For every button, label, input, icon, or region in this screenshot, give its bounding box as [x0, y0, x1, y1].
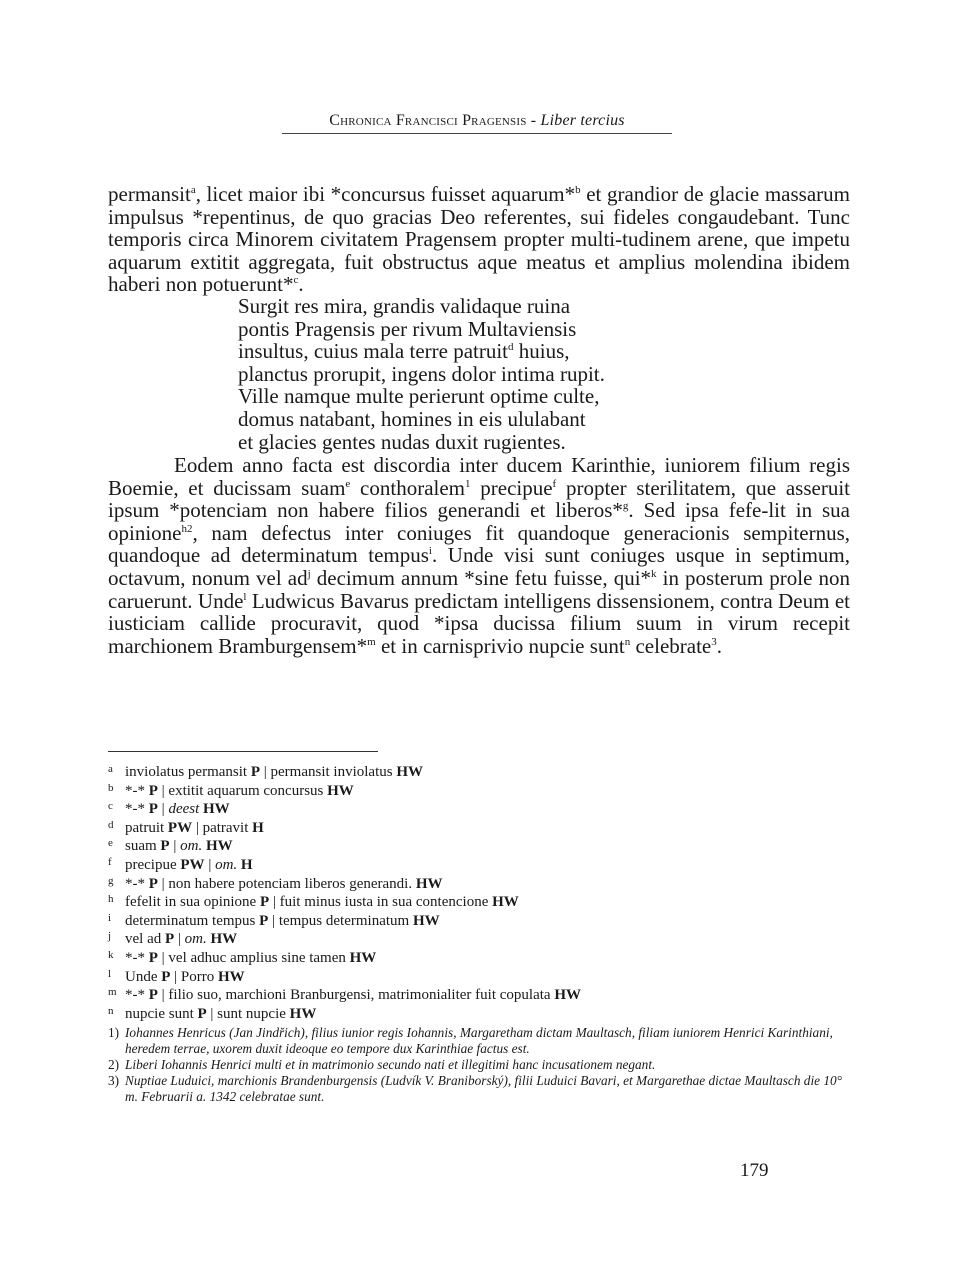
text: *-*	[125, 801, 149, 818]
verse-block	[238, 295, 605, 453]
text: | patravit	[192, 819, 253, 836]
apparatus-mark: l	[243, 590, 247, 603]
running-header	[282, 112, 672, 134]
text: propter sterilitatem, que asseruit ipsum *potenciam non habere filios generandi et liberos*	[108, 475, 850, 523]
siglum: HW	[205, 838, 233, 855]
text: conthoralem	[350, 475, 466, 500]
verse-line: et glacies gentes nudas duxit rugientes.	[238, 429, 566, 454]
text: | non habere potenciam liberos generandi.	[157, 875, 416, 892]
header-title: Chronica Francisci Pragensis -	[329, 112, 541, 129]
text: | Porro	[170, 968, 219, 985]
siglum: PW	[180, 856, 205, 873]
siglum: P	[148, 875, 158, 892]
footnote-marker: l	[108, 967, 112, 980]
text: | fuit minus iusta in sua contencione	[269, 894, 493, 911]
text: | sunt nupcie	[206, 1005, 290, 1022]
siglum: HW	[415, 875, 443, 892]
text: . Unde visi sunt coniuges usque in septimum, octavum, nonum vel ad	[108, 543, 850, 590]
apparatus-mark: h2	[181, 522, 193, 535]
apparatus-mark: c	[293, 274, 299, 287]
text: . Sed ipsa fefe-lit in sua opinione	[108, 498, 850, 545]
siglum: HW	[396, 764, 423, 780]
text: | tempus determinatum	[268, 912, 413, 929]
siglum: P	[197, 1005, 207, 1022]
footnote-d	[108, 819, 848, 838]
text: permansit	[108, 182, 191, 206]
text: *-*	[125, 987, 149, 1004]
historical-note-2	[108, 1057, 848, 1073]
siglum: H	[252, 819, 264, 836]
footnotes	[108, 763, 848, 1105]
note-text: Iohannes Henricus (Jan Jindřich), filius iunior regis Iohannis, Margaretham dictam Maultasch, filiam iuniorem Henrici Karinthiani, heredem terrae, uxorem duxit ideoque eo tempore dux Karinthiae factus est.	[125, 1025, 833, 1057]
siglum: P	[250, 764, 260, 780]
apparatus-mark: n	[624, 635, 631, 648]
text: .	[298, 272, 304, 297]
text: precipue	[470, 475, 553, 500]
footnote-k	[108, 949, 848, 968]
siglum: HW	[554, 987, 581, 1004]
footnote-marker: n	[108, 1004, 114, 1017]
text: | permansit inviolatus	[260, 764, 397, 780]
text: |	[169, 838, 181, 855]
verse-line: pontis Pragensis per rivum Multaviensis	[238, 316, 577, 341]
text: fefelit in sua opinione	[125, 894, 260, 911]
footnote-marker: e	[108, 837, 113, 850]
footnote-l	[108, 968, 848, 987]
note-number: 1)	[108, 1025, 120, 1041]
apparatus-mark: j	[307, 567, 311, 580]
apparatus-mark: g	[622, 500, 629, 513]
footnote-b	[108, 782, 848, 801]
note-text: Liberi Iohannis Henrici multi et in matrimonio secundo nati et illegitimi hanc incusationem negant.	[125, 1057, 656, 1073]
apparatus-mark: d	[508, 341, 514, 354]
text: nupcie sunt	[125, 1005, 198, 1022]
footnote-marker: h	[108, 893, 114, 906]
footnote-marker: i	[108, 911, 112, 924]
footnote-f	[108, 856, 848, 875]
text: , nam defectus inter coniuges fit quandoque generacionis sempiternus, quandoque ad determinatum tempus	[108, 520, 850, 568]
text: suam	[125, 838, 161, 855]
text: .	[716, 633, 723, 658]
footnote-marker: m	[108, 986, 117, 999]
note-number: 2)	[108, 1057, 120, 1073]
footnote-j	[108, 930, 848, 949]
text: Eodem anno facta est discordia inter ducem Karinthie, iuniorem filium regis Boemie, et ducissam suam	[108, 453, 850, 500]
verse-line	[238, 340, 605, 363]
apparatus-mark: a	[190, 184, 196, 196]
siglum: P	[148, 782, 158, 799]
siglum: P	[161, 968, 171, 985]
text: celebrate	[630, 633, 712, 658]
paragraph-1	[108, 183, 850, 296]
apparatus-mark: i	[428, 545, 432, 558]
text: *-*	[125, 875, 149, 892]
siglum: HW	[492, 894, 519, 911]
siglum: HW	[210, 931, 238, 948]
text: insultus, cuius mala terre patruit	[238, 339, 509, 364]
footnote-marker: g	[108, 874, 114, 887]
siglum: HW	[349, 949, 377, 966]
text: *-*	[125, 782, 149, 799]
apparatus-mark: f	[552, 477, 557, 490]
text: |	[204, 856, 216, 873]
footnote-e	[108, 837, 848, 856]
apparatus-mark: b	[575, 184, 581, 196]
siglum: HW	[203, 801, 230, 818]
siglum: P	[259, 894, 270, 911]
text: decimum annum *sine fetu fuisse, qui*	[310, 565, 652, 590]
note-number: 3)	[108, 1073, 120, 1089]
note-mark: 1	[465, 477, 471, 490]
siglum: HW	[218, 968, 245, 985]
historical-note-1	[108, 1025, 848, 1057]
footnote-marker: c	[108, 800, 113, 813]
footnote-n	[108, 1005, 848, 1024]
footnote-g	[108, 875, 848, 894]
italic-note: om.	[184, 931, 207, 948]
text: | extitit aquarum concursus	[157, 782, 328, 799]
italic-note: deest	[168, 801, 200, 818]
siglum: P	[259, 912, 269, 929]
text: Ludwicus Bavarus predictam intelligens dissensionem, contra Deum et iusticiam callide procuravit, quod *ipsa ducissa filium suum in virum recepit marchionem Bramburgensem*	[108, 588, 850, 658]
text: | filio suo, marchioni Branburgensi, matrimonialiter fuit copulata	[157, 987, 555, 1004]
siglum: HW	[327, 782, 354, 799]
siglum: HW	[289, 1005, 317, 1022]
header-book: Liber tercius	[540, 112, 625, 129]
footnote-c	[108, 800, 848, 819]
verse-line: Ville namque multe perierunt optime culte,	[238, 384, 600, 409]
siglum: HW	[412, 912, 440, 929]
text: in posterum prole non caruerunt. Unde	[108, 565, 851, 613]
text: inviolatus permansit	[125, 764, 251, 780]
siglum: P	[160, 838, 170, 855]
apparatus-mark: m	[367, 635, 376, 648]
footnote-i	[108, 912, 848, 931]
text: et grandior de glacie massarum impulsus *repentinus, de quo gracias Deo referentes, sui fideles congaudebant. Tunc temporis circa Minorem civitatem Pragensem propter multi-tudinem arene, que impetu aquarum extitit aggregata, fuit obstructus aque meatus et amplius molendina ibidem haberi non potuerunt*	[108, 182, 850, 297]
text: precipue	[125, 856, 181, 873]
footnote-marker: j	[108, 930, 112, 943]
text: *-*	[125, 949, 149, 966]
siglum: P	[148, 949, 158, 966]
verse-line: planctus prorupit, ingens dolor intima rupit.	[238, 361, 605, 386]
page-number: 179	[740, 1160, 769, 1181]
text: vel ad	[125, 931, 165, 948]
text: |	[157, 801, 169, 818]
footnote-m	[108, 986, 848, 1005]
note-mark: 3	[711, 635, 717, 648]
verse-line: Surgit res mira, grandis validaque ruina	[238, 294, 571, 318]
paragraph-2	[108, 454, 850, 657]
siglum: P	[148, 987, 158, 1004]
text: Unde	[125, 968, 162, 985]
siglum: H	[240, 856, 253, 873]
note-text: Nuptiae Luduici, marchionis Brandenburgensis (Ludvík V. Braniborský), filii Luduici Bavari, et Margarethae dictae Maultasch die 10° m. Februarii a. 1342 celebratae sunt.	[125, 1073, 842, 1105]
siglum: PW	[167, 819, 193, 836]
italic-note: om.	[180, 838, 203, 855]
footnote-marker: d	[108, 818, 114, 831]
footnote-marker: k	[108, 948, 114, 961]
text: , licet maior ibi *concursus fuisset aquarum*	[195, 182, 576, 206]
verse-line: domus natabant, homines in eis ululabant	[238, 406, 586, 431]
text: huius,	[513, 339, 570, 364]
footnote-marker: a	[108, 763, 113, 775]
siglum: P	[164, 931, 175, 948]
footnote-marker: f	[108, 855, 112, 868]
siglum: P	[148, 801, 158, 818]
text: | vel adhuc amplius sine tamen	[157, 949, 350, 966]
italic-note: om.	[215, 856, 238, 873]
footnote-a	[108, 763, 848, 782]
footnote-h	[108, 893, 848, 912]
text: determinatum tempus	[125, 912, 260, 929]
text: |	[174, 931, 185, 948]
footnote-marker: b	[108, 781, 114, 794]
historical-note-3	[108, 1073, 848, 1105]
apparatus-mark: k	[651, 567, 657, 580]
text: et in carnisprivio nupcie sunt	[375, 633, 625, 658]
text: patruit	[125, 819, 168, 836]
apparatus-mark: e	[345, 477, 351, 490]
footnote-divider	[108, 751, 378, 752]
